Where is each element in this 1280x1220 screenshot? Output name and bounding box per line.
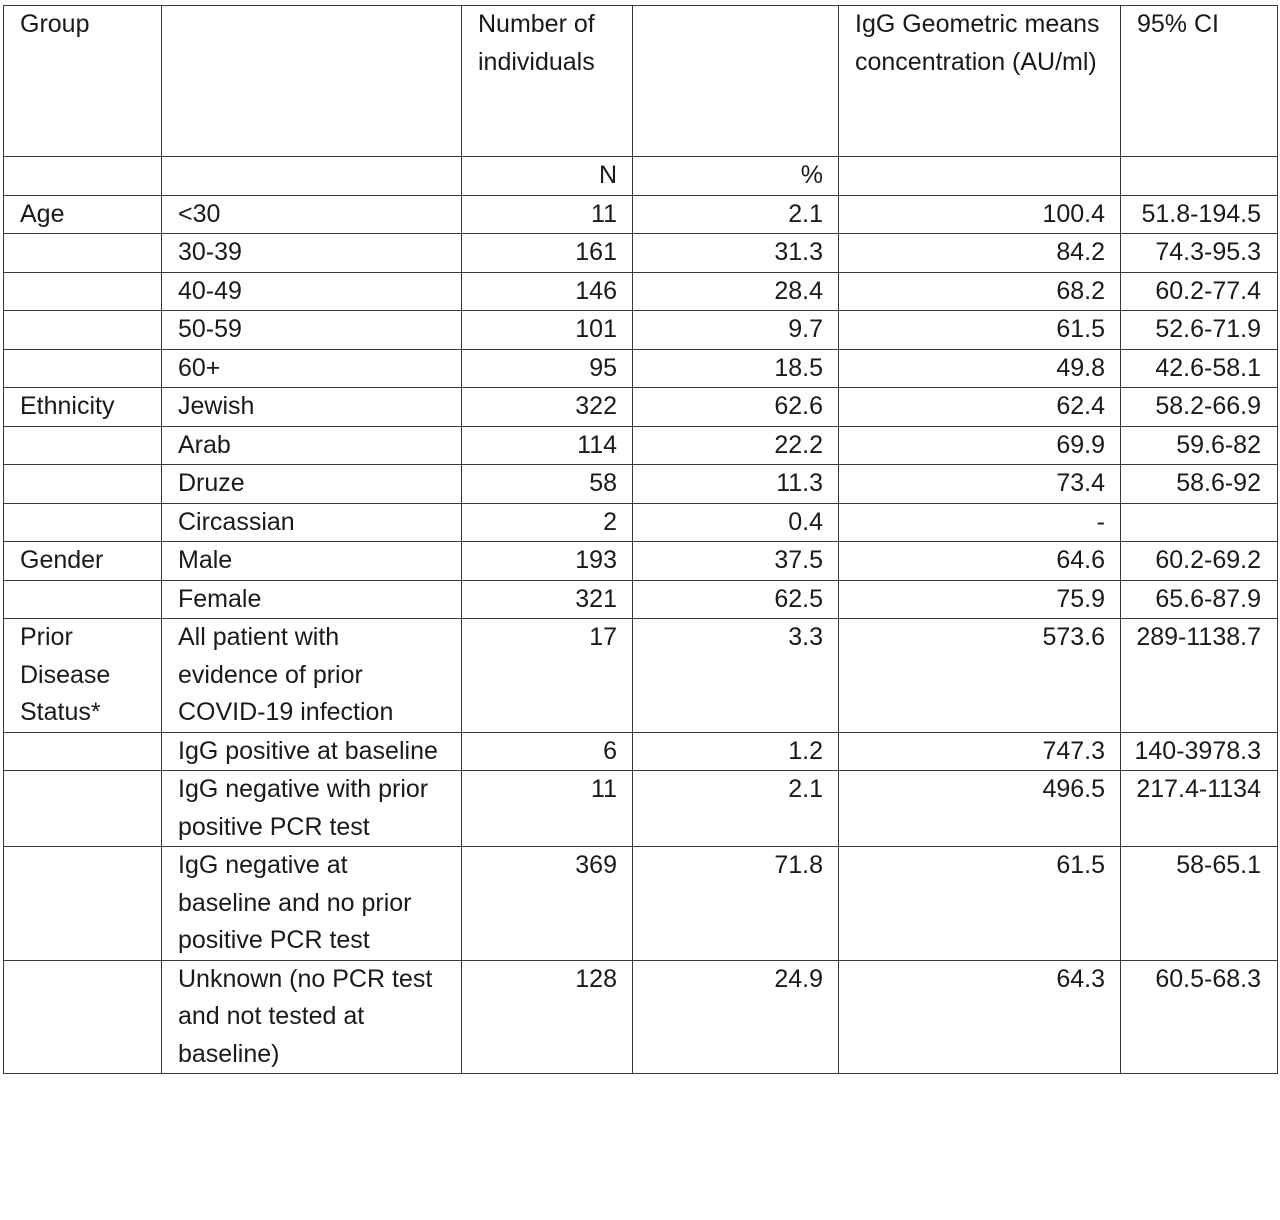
cell-n: 2	[462, 503, 633, 542]
cell-subgroup: Druze	[162, 465, 462, 504]
cell-n: 128	[462, 960, 633, 1074]
table-row	[4, 542, 1278, 581]
table-row	[4, 619, 1278, 733]
cell-igg-gmc: 61.5	[839, 847, 1121, 961]
cell-subgroup: All patient with evidence of prior COVID-19 infection	[162, 619, 462, 733]
cell-95ci: 58-65.1	[1121, 847, 1278, 961]
cell-group	[4, 847, 162, 961]
cell-igg-gmc: 69.9	[839, 426, 1121, 465]
cell-igg-gmc: -	[839, 503, 1121, 542]
subheader-blank	[839, 157, 1121, 196]
cell-group	[4, 960, 162, 1074]
cell-n: 161	[462, 234, 633, 273]
cell-95ci: 59.6-82	[1121, 426, 1278, 465]
cell-subgroup: Arab	[162, 426, 462, 465]
table-row	[4, 960, 1278, 1074]
cell-subgroup: 40-49	[162, 272, 462, 311]
cell-group	[4, 272, 162, 311]
cell-95ci: 60.5-68.3	[1121, 960, 1278, 1074]
cell-n: 95	[462, 349, 633, 388]
cell-igg-gmc: 73.4	[839, 465, 1121, 504]
cell-subgroup: Unknown (no PCR test and not tested at baseline)	[162, 960, 462, 1074]
cell-group	[4, 349, 162, 388]
cell-pct: 18.5	[633, 349, 839, 388]
cell-igg-gmc: 84.2	[839, 234, 1121, 273]
cell-igg-gmc: 100.4	[839, 195, 1121, 234]
cell-subgroup: IgG positive at baseline	[162, 732, 462, 771]
cell-subgroup: Male	[162, 542, 462, 581]
cell-group	[4, 580, 162, 619]
subheader-pct: %	[633, 157, 839, 196]
cell-group	[4, 771, 162, 847]
cell-subgroup: 30-39	[162, 234, 462, 273]
cell-pct: 2.1	[633, 195, 839, 234]
cell-n: 11	[462, 771, 633, 847]
subheader-row	[4, 157, 1278, 196]
cell-group	[4, 426, 162, 465]
header-percent-blank	[633, 6, 839, 157]
subheader-blank	[162, 157, 462, 196]
cell-group: Prior Disease Status*	[4, 619, 162, 733]
table-row	[4, 465, 1278, 504]
cell-subgroup: <30	[162, 195, 462, 234]
cell-igg-gmc: 68.2	[839, 272, 1121, 311]
table-row	[4, 234, 1278, 273]
cell-subgroup: IgG negative with prior positive PCR test	[162, 771, 462, 847]
cell-n: 58	[462, 465, 633, 504]
cell-95ci: 217.4-1134	[1121, 771, 1278, 847]
cell-95ci: 58.2-66.9	[1121, 388, 1278, 427]
cell-n: 17	[462, 619, 633, 733]
cell-95ci: 74.3-95.3	[1121, 234, 1278, 273]
cell-n: 322	[462, 388, 633, 427]
header-number-of-individuals: Number of individuals	[462, 6, 633, 157]
table-row	[4, 195, 1278, 234]
cell-pct: 37.5	[633, 542, 839, 581]
cell-pct: 3.3	[633, 619, 839, 733]
cell-subgroup: Female	[162, 580, 462, 619]
cell-group: Ethnicity	[4, 388, 162, 427]
table-row	[4, 732, 1278, 771]
cell-igg-gmc: 496.5	[839, 771, 1121, 847]
cell-pct: 71.8	[633, 847, 839, 961]
cell-group: Age	[4, 195, 162, 234]
cell-pct: 28.4	[633, 272, 839, 311]
cell-pct: 0.4	[633, 503, 839, 542]
header-group: Group	[4, 6, 162, 157]
igg-results-table	[3, 5, 1278, 1074]
cell-group	[4, 311, 162, 350]
cell-group	[4, 465, 162, 504]
table-row	[4, 580, 1278, 619]
cell-pct: 22.2	[633, 426, 839, 465]
cell-igg-gmc: 49.8	[839, 349, 1121, 388]
header-igg-gmc: IgG Geometric means concentration (AU/ml)	[839, 6, 1121, 157]
cell-n: 321	[462, 580, 633, 619]
cell-95ci: 52.6-71.9	[1121, 311, 1278, 350]
cell-n: 193	[462, 542, 633, 581]
cell-95ci: 60.2-69.2	[1121, 542, 1278, 581]
cell-n: 11	[462, 195, 633, 234]
cell-95ci: 289-1138.7	[1121, 619, 1278, 733]
cell-pct: 2.1	[633, 771, 839, 847]
table-row	[4, 272, 1278, 311]
cell-igg-gmc: 64.3	[839, 960, 1121, 1074]
cell-n: 146	[462, 272, 633, 311]
cell-subgroup: 50-59	[162, 311, 462, 350]
cell-igg-gmc: 61.5	[839, 311, 1121, 350]
cell-group	[4, 732, 162, 771]
cell-group	[4, 503, 162, 542]
cell-95ci: 140-3978.3	[1121, 732, 1278, 771]
table-row	[4, 847, 1278, 961]
cell-igg-gmc: 62.4	[839, 388, 1121, 427]
cell-n: 114	[462, 426, 633, 465]
cell-95ci	[1121, 503, 1278, 542]
table-row	[4, 503, 1278, 542]
cell-95ci: 60.2-77.4	[1121, 272, 1278, 311]
header-subgroup	[162, 6, 462, 157]
cell-pct: 24.9	[633, 960, 839, 1074]
header-row	[4, 6, 1278, 157]
cell-group: Gender	[4, 542, 162, 581]
table-row	[4, 426, 1278, 465]
header-95ci: 95% CI	[1121, 6, 1278, 157]
cell-pct: 62.6	[633, 388, 839, 427]
cell-subgroup: 60+	[162, 349, 462, 388]
cell-igg-gmc: 747.3	[839, 732, 1121, 771]
cell-igg-gmc: 75.9	[839, 580, 1121, 619]
cell-subgroup: Jewish	[162, 388, 462, 427]
cell-subgroup: Circassian	[162, 503, 462, 542]
cell-igg-gmc: 573.6	[839, 619, 1121, 733]
cell-n: 101	[462, 311, 633, 350]
cell-subgroup: IgG negative at baseline and no prior positive PCR test	[162, 847, 462, 961]
cell-95ci: 65.6-87.9	[1121, 580, 1278, 619]
table-row	[4, 388, 1278, 427]
cell-n: 369	[462, 847, 633, 961]
cell-95ci: 42.6-58.1	[1121, 349, 1278, 388]
cell-pct: 31.3	[633, 234, 839, 273]
table-row	[4, 771, 1278, 847]
cell-n: 6	[462, 732, 633, 771]
cell-pct: 11.3	[633, 465, 839, 504]
subheader-blank	[4, 157, 162, 196]
cell-pct: 9.7	[633, 311, 839, 350]
cell-95ci: 58.6-92	[1121, 465, 1278, 504]
cell-95ci: 51.8-194.5	[1121, 195, 1278, 234]
subheader-n: N	[462, 157, 633, 196]
table-row	[4, 311, 1278, 350]
subheader-blank	[1121, 157, 1278, 196]
table-row	[4, 349, 1278, 388]
cell-igg-gmc: 64.6	[839, 542, 1121, 581]
cell-group	[4, 234, 162, 273]
cell-pct: 1.2	[633, 732, 839, 771]
cell-pct: 62.5	[633, 580, 839, 619]
